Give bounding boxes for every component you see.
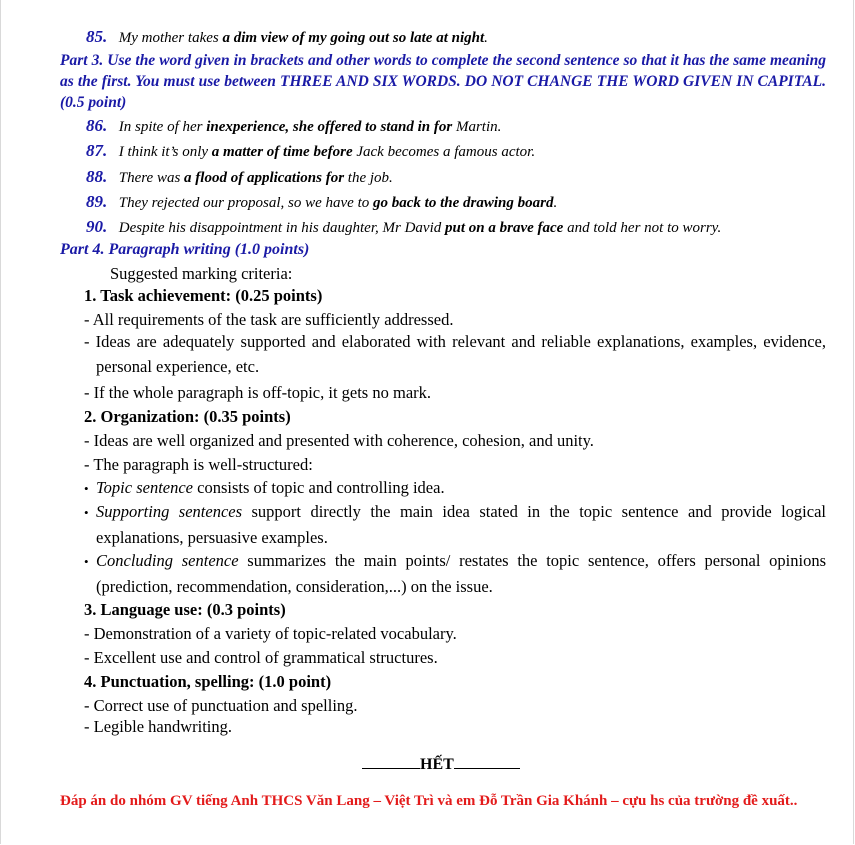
item-number: 90. <box>86 217 108 236</box>
item-number: 87. <box>86 141 108 160</box>
end-mark: HẾT <box>362 756 520 774</box>
lang-bullet-1: - Demonstration of a variety of topic-related vocabulary. <box>84 624 457 643</box>
answer-item-86: 86. In spite of her inexperience, she offered to stand in for Martin. <box>86 116 502 135</box>
bullet-dot-icon: • <box>84 505 89 520</box>
punctuation-heading: 4. Punctuation, spelling: (1.0 point) <box>84 672 332 691</box>
punct-bullet-2: - Legible handwriting. <box>84 717 233 736</box>
item-number: 86. <box>86 116 108 135</box>
org-topic-sentence: • Topic sentence consists of topic and controlling idea. <box>84 476 826 502</box>
task-bullet-1: - All requirements of the task are sufficiently addressed. <box>84 310 454 329</box>
lang-bullet-2: - Excellent use and control of grammatical structures. <box>84 648 438 667</box>
org-bullet-2: - The paragraph is well-structured: <box>84 455 313 474</box>
org-bullet-1: - Ideas are well organized and presented with coherence, cohesion, and unity. <box>84 431 594 450</box>
answer-item-85: 85. My mother takes a dim view of my going out so late at night. <box>86 27 488 46</box>
criteria-intro: Suggested marking criteria: <box>110 264 293 283</box>
part3-heading: Part 3. Use the word given in brackets and other words to complete the second sentence so that it has the same meaning as the first. You must use between THREE AND SIX WORDS. DO NOT CHANGE THE WORD GIVEN IN CAPITAL. (0.5 point) <box>60 52 826 111</box>
organization-heading: 2. Organization: (0.35 points) <box>84 407 291 426</box>
org-concluding-sentence: • Concluding sentence summarizes the main points/ restates the topic sentence, offers personal opinions (prediction, recommendation, consideration,...) on the issue. <box>84 551 827 596</box>
bullet-dot-icon: • <box>84 554 89 569</box>
footer-credit: Đáp án do nhóm GV tiếng Anh THCS Văn Lang – Việt Trì và em Đỗ Trần Gia Khánh – cựu hs của trường đề xuất.. <box>60 793 798 809</box>
answer-item-90: 90. Despite his disappointment in his daughter, Mr David put on a brave face and told her not to worry. <box>86 217 722 236</box>
answer-item-88: 88. There was a flood of applications for the job. <box>86 167 393 186</box>
part4-heading: Part 4. Paragraph writing (1.0 points) <box>60 241 310 258</box>
answer-item-89: 89. They rejected our proposal, so we have to go back to the drawing board. <box>86 192 558 211</box>
punct-bullet-1: - Correct use of punctuation and spelling. <box>84 696 358 715</box>
item-number: 88. <box>86 167 108 186</box>
item-number: 85. <box>86 27 108 46</box>
task-achievement-heading: 1. Task achievement: (0.25 points) <box>84 286 323 305</box>
item-number: 89. <box>86 192 108 211</box>
task-bullet-2: - Ideas are adequately supported and elaborated with relevant and reliable explanations, examples, evidence, personal experience, etc. <box>84 332 826 376</box>
bullet-dot-icon: • <box>84 481 89 496</box>
language-use-heading: 3. Language use: (0.3 points) <box>84 600 286 619</box>
answer-item-87: 87. I think it’s only a matter of time before Jack becomes a famous actor. <box>86 141 536 160</box>
org-supporting-sentences: • Supporting sentences support directly the main idea stated in the topic sentence and provide logical explanations, persuasive examples. <box>84 502 827 547</box>
task-bullet-3: - If the whole paragraph is off-topic, it gets no mark. <box>84 383 432 402</box>
